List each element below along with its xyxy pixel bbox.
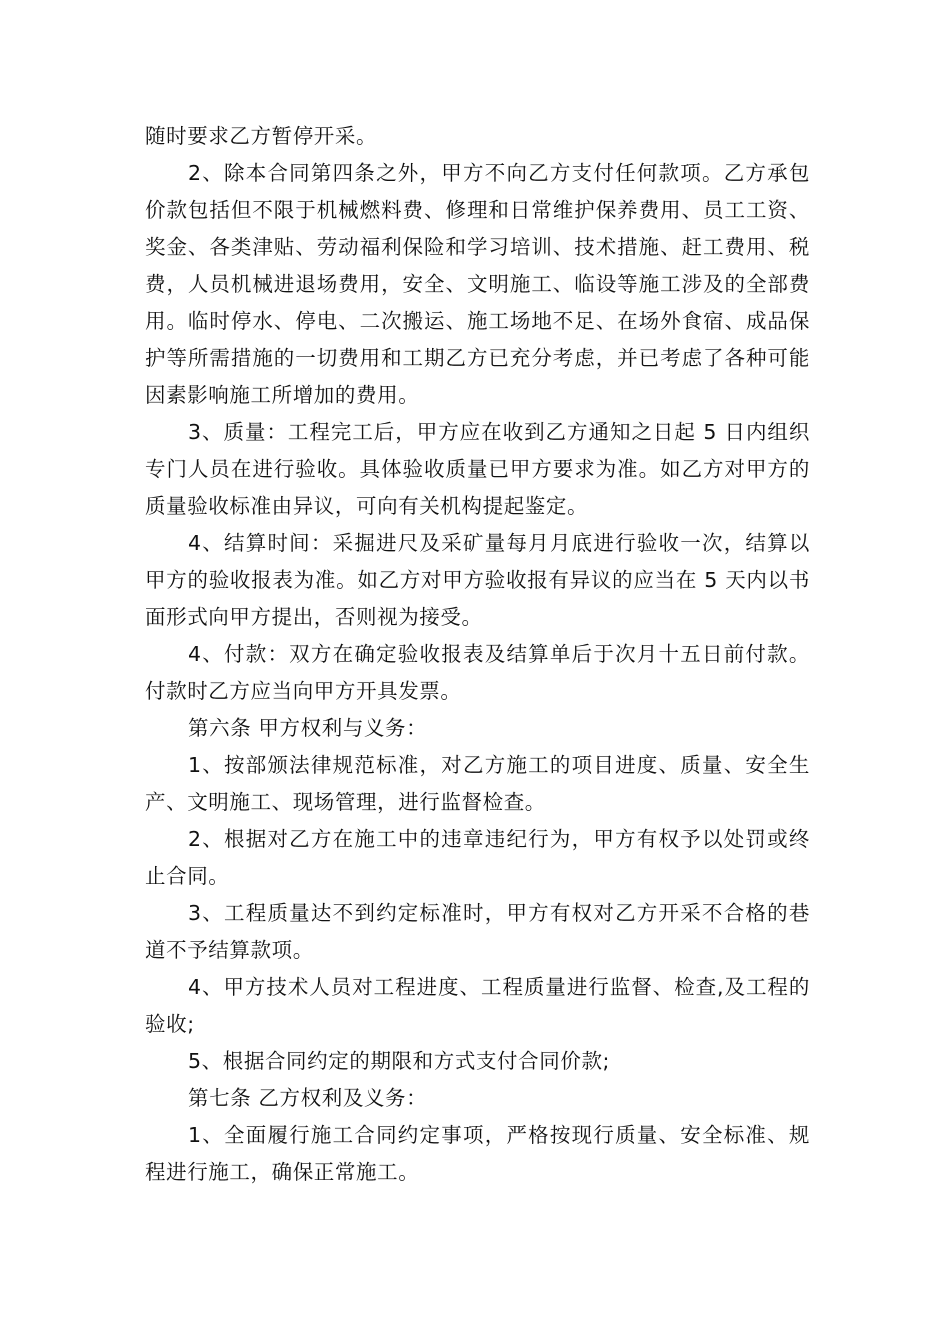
paragraph-clause-6-5: 5、根据合同约定的期限和方式支付合同价款; <box>188 1049 611 1073</box>
paragraph-clause-7-1: 1、全面履行施工合同约定事项，严格按现行质量、安全标准、规程进行施工，确保正常施工。 <box>145 1123 810 1184</box>
paragraph-clause-6-2: 2、根据对乙方在施工中的违章违纪行为，甲方有权予以处罚或终止合同。 <box>145 827 810 888</box>
paragraph-continuation: 随时要求乙方暂停开采。 <box>145 124 378 148</box>
paragraph-clause-5-4-settlement: 4、结算时间：采掘进尺及采矿量每月月底进行验收一次，结算以甲方的验收报表为准。如乙方对甲方验收报有异议的应当在 5 天内以书面形式向甲方提出，否则视为接受。 <box>145 531 810 629</box>
paragraph-clause-6-4: 4、甲方技术人员对工程进度、工程质量进行监督、检查,及工程的验收; <box>145 975 810 1036</box>
paragraph-clause-5-2: 2、除本合同第四条之外，甲方不向乙方支付任何款项。乙方承包价款包括但不限于机械燃料费、修理和日常维护保养费用、员工工资、奖金、各类津贴、劳动福利保险和学习培训、技术措施、赶工费用、税费，人员机械进退场费用，安全、文明施工、临设等施工涉及的全部费用。临时停水、停电、二次搬运、施工场地不足、在场外食宿、成品保护等所需措施的一切费用和工期乙方已充分考虑，并已考虑了各种可能因素影响施工所增加的费用。 <box>145 161 810 407</box>
paragraph-clause-6-3: 3、工程质量达不到约定标准时，甲方有权对乙方开采不合格的巷道不予结算款项。 <box>145 901 810 962</box>
paragraph-clause-6-1: 1、按部颁法律规范标准，对乙方施工的项目进度、质量、安全生产、文明施工、现场管理，进行监督检查。 <box>145 753 810 814</box>
paragraph-clause-5-3: 3、质量：工程完工后，甲方应在收到乙方通知之日起 5 日内组织专门人员在进行验收。具体验收质量已甲方要求为准。如乙方对甲方的质量验收标准由异议，可向有关机构提起鉴定。 <box>145 420 810 518</box>
paragraph-clause-5-4-payment: 4、付款：双方在确定验收报表及结算单后于次月十五日前付款。付款时乙方应当向甲方开具发票。 <box>145 642 810 703</box>
document-body <box>145 118 810 1191</box>
heading-article-6: 第六条 甲方权利与义务： <box>188 716 428 740</box>
heading-article-7: 第七条 乙方权利及义务： <box>188 1086 428 1110</box>
